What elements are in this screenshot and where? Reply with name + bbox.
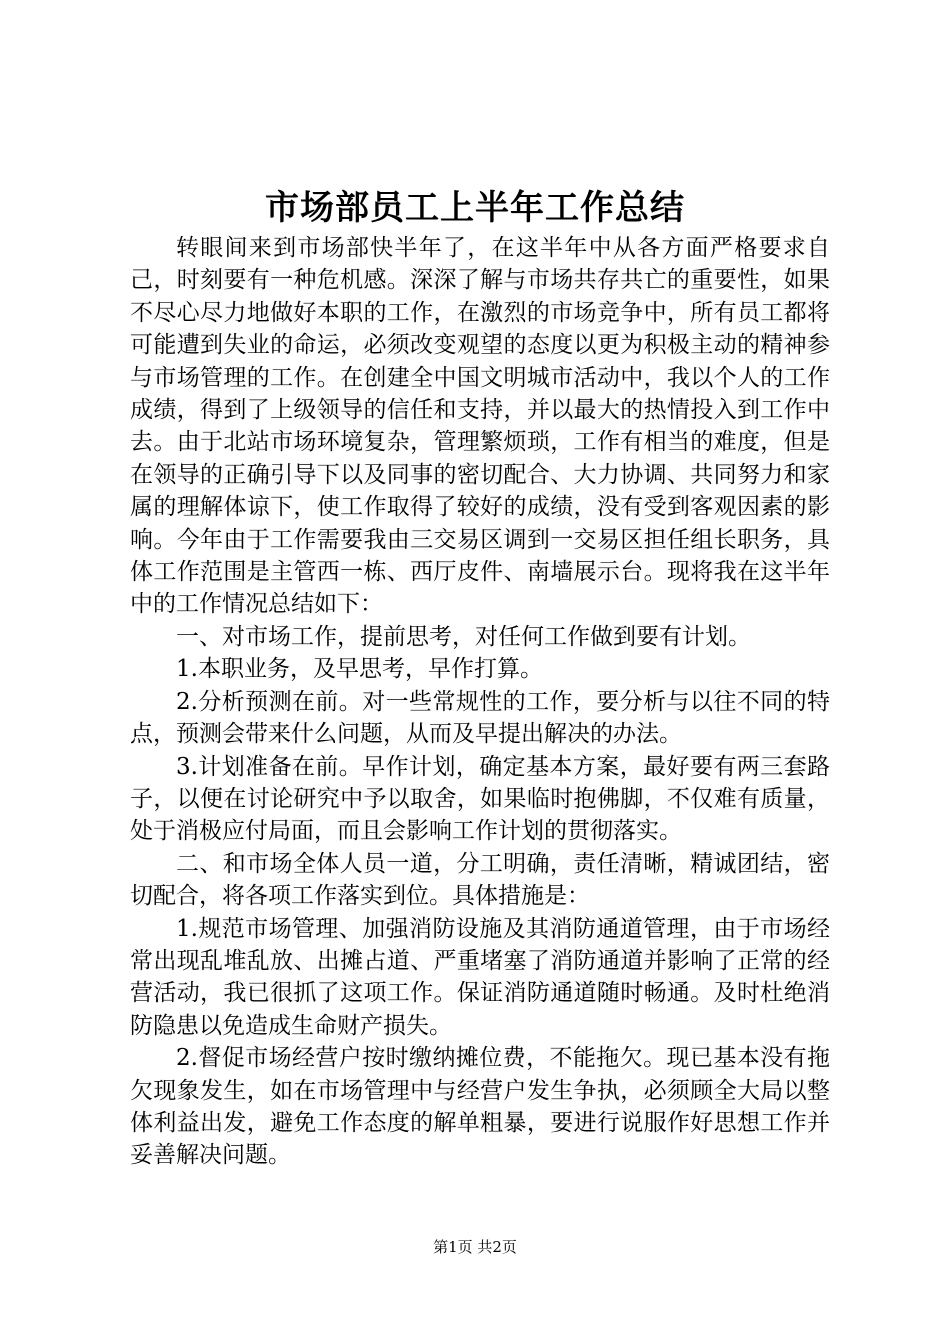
paragraph-item-2-1: 1.规范市场管理、加强消防设施及其消防通道管理，由于市场经常出现乱堆乱放、出摊占道、严重堵塞了消防通道并影响了正常的经营活动，我已很抓了这项工作。保证消防通道随时畅通。及时杜绝消防隐患以免造成生命财产损失。 <box>130 915 830 1039</box>
paragraph-item-1-2: 2.分析预测在前。对一些常规性的工作，要分析与以往不同的特点，预测会带来什么问题，从而及早提出解决的办法。 <box>130 688 830 748</box>
paragraph-section-one-heading: 一、对市场工作，提前思考，对任何工作做到要有计划。 <box>176 623 751 650</box>
document-title: 市场部员工上半年工作总结 <box>265 188 685 228</box>
paragraph-section-two-heading: 二、和市场全体人员一道，分工明确，责任清晰，精诚团结，密切配合，将各项工作落实到位。具体措施是： <box>130 850 830 910</box>
page-number-footer: 第1页 共2页 <box>433 1238 517 1256</box>
paragraph-item-1-1: 1.本职业务，及早思考，早作打算。 <box>176 656 543 683</box>
paragraph-item-1-3: 3.计划准备在前。早作计划，确定基本方案，最好要有两三套路子，以便在讨论研究中予以取舍，如果临时抱佛脚，不仅难有质量，处于消极应付局面，而且会影响工作计划的贯彻落实。 <box>130 753 830 845</box>
paragraph-item-2-2: 2.督促市场经营户按时缴纳摊位费，不能拖欠。现已基本没有拖欠现象发生，如在市场管理中与经营户发生争执，必须顾全大局以整体利益出发，避免工作态度的解单粗暴，要进行说服作好思想工作并妥善解决问题。 <box>130 1045 830 1169</box>
paragraph-intro: 转眼间来到市场部快半年了，在这半年中从各方面严格要求自己，时刻要有一种危机感。深深了解与市场共存共亡的重要性，如果不尽心尽力地做好本职的工作，在激烈的市场竞争中，所有员工都将可能遭到失业的命运，必须改变观望的态度以更为积极主动的精神参与市场管理的工作。在创建全中国文明城市活动中，我以个人的工作成绩，得到了上级领导的信任和支持，并以最大的热情投入到工作中去。由于北站市场环境复杂，管理繁烦琐，工作有相当的难度，但是在领导的正确引导下以及同事的密切配合、大力协调、共同努力和家属的理解体谅下，使工作取得了较好的成绩，没有受到客观因素的影响。今年由于工作需要我由三交易区调到一交易区担任组长职务，具体工作范围是主管西一栋、西厅皮件、南墙展示台。现将我在这半年中的工作情况总结如下： <box>130 235 830 618</box>
document-body <box>130 232 830 1172</box>
